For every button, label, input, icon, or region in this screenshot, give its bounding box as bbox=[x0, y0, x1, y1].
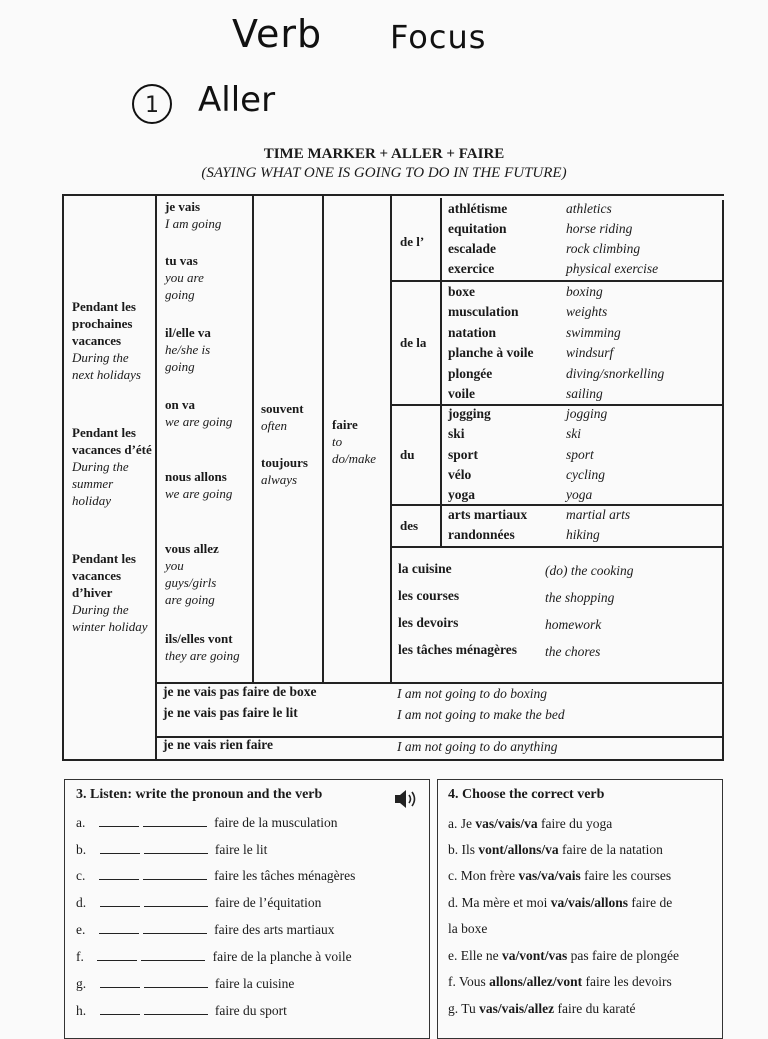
answer-blank[interactable] bbox=[143, 921, 207, 934]
exercise-4-item bbox=[448, 842, 663, 858]
answer-blank[interactable] bbox=[99, 867, 139, 880]
item-letter: c. bbox=[76, 868, 86, 883]
activity-fr: arts martiaux bbox=[448, 507, 528, 522]
pronoun-fr: vous allez bbox=[165, 541, 219, 556]
chore-fr: les courses bbox=[398, 588, 460, 603]
pronoun-en: I am going bbox=[165, 216, 222, 231]
verb-options[interactable]: va/vais/allons bbox=[550, 895, 629, 910]
pronoun-fr: il/elle va bbox=[165, 325, 211, 340]
circled-number: 1 bbox=[132, 84, 172, 124]
item-subject: Vous bbox=[459, 974, 486, 989]
handwritten-subtitle-aller: Aller bbox=[198, 80, 276, 120]
answer-blank[interactable] bbox=[144, 894, 208, 907]
table-border-bottom bbox=[62, 759, 724, 761]
verb-options[interactable]: allons/allez/vont bbox=[489, 974, 583, 989]
item-rest: faire les devoirs bbox=[585, 974, 672, 989]
item-rest: faire de bbox=[631, 895, 673, 910]
exercise-3-item bbox=[76, 975, 294, 992]
item-letter: f. bbox=[76, 949, 84, 964]
item-letter: f. bbox=[448, 974, 456, 989]
faire-entry bbox=[332, 416, 388, 467]
exercise-4-item bbox=[448, 868, 671, 884]
pronoun-en: he/she is going bbox=[165, 342, 211, 374]
chore-fr: les devoirs bbox=[398, 615, 459, 630]
col-divider-3 bbox=[322, 194, 324, 682]
answer-blank[interactable] bbox=[100, 1002, 140, 1015]
frequency-fr: souvent bbox=[261, 401, 304, 416]
activity-en: athletics bbox=[566, 201, 612, 216]
negative-en: I am not going to do boxing bbox=[397, 686, 547, 701]
pronoun-en: you are going bbox=[165, 270, 204, 302]
answer-blank[interactable] bbox=[143, 814, 207, 827]
time-marker-en: During the winter holiday bbox=[72, 602, 148, 634]
exercise-3-item bbox=[76, 894, 321, 911]
exercise-4-item-continued bbox=[448, 921, 487, 937]
activity-fr: plongée bbox=[448, 366, 493, 381]
item-rest: faire de la natation bbox=[562, 842, 663, 857]
exercise-4-item bbox=[448, 948, 679, 964]
negative-en: I am not going to do anything bbox=[397, 739, 558, 754]
negative-en: I am not going to make the bed bbox=[397, 707, 565, 722]
pronoun-fr: je vais bbox=[165, 199, 201, 214]
answer-blank[interactable] bbox=[144, 841, 208, 854]
answer-blank[interactable] bbox=[144, 975, 208, 988]
time-marker-en: During the summer holiday bbox=[72, 459, 129, 508]
row-divider-1 bbox=[390, 280, 724, 282]
table-border-left bbox=[62, 194, 64, 760]
exercise-3-item bbox=[76, 867, 355, 884]
item-letter: g. bbox=[448, 1001, 459, 1016]
answer-blank[interactable] bbox=[100, 894, 140, 907]
exercise-3-item bbox=[76, 948, 352, 965]
activity-en: horse riding bbox=[566, 221, 633, 236]
activity-en: yoga bbox=[566, 487, 593, 502]
item-text: faire les tâches ménagères bbox=[214, 868, 356, 883]
item-text: faire de l’équitation bbox=[214, 895, 322, 910]
pronoun-entry bbox=[165, 252, 235, 303]
item-subject: Ils bbox=[461, 842, 475, 857]
activity-fr: natation bbox=[448, 325, 497, 340]
pronoun-entry bbox=[165, 630, 251, 664]
time-marker-en: During the next holidays bbox=[72, 350, 141, 382]
pronoun-en: we are going bbox=[165, 414, 233, 429]
item-letter: b. bbox=[76, 842, 87, 857]
verb-options[interactable]: va/vont/vas bbox=[501, 948, 568, 963]
verb-options[interactable]: vas/va/vais bbox=[518, 868, 581, 883]
item-subject: Mon frère bbox=[460, 868, 516, 883]
exercise-3-item bbox=[76, 841, 267, 858]
answer-blank[interactable] bbox=[99, 814, 139, 827]
chore-en: (do) the cooking bbox=[545, 563, 634, 578]
pronoun-fr: on va bbox=[165, 397, 195, 412]
item-letter: e. bbox=[448, 948, 458, 963]
speaker-icon[interactable] bbox=[394, 789, 420, 809]
activity-en: diving/snorkelling bbox=[566, 366, 665, 381]
frequency-en: often bbox=[261, 418, 287, 433]
time-marker-fr: Pendant les vacances d’hiver bbox=[72, 551, 136, 600]
activity-en: hiking bbox=[566, 527, 600, 542]
time-marker-fr: Pendant les vacances d’été bbox=[72, 425, 152, 457]
activity-fr: sport bbox=[448, 447, 478, 462]
chore-en: the chores bbox=[545, 644, 601, 659]
item-rest: pas faire de plongée bbox=[570, 948, 679, 963]
item-letter: b. bbox=[448, 842, 459, 857]
faire-en: to do/make bbox=[332, 434, 377, 466]
exercise-3-title: 3. Listen: write the pronoun and the verb bbox=[76, 787, 323, 802]
activity-en: weights bbox=[566, 304, 608, 319]
frequency-entry bbox=[261, 400, 321, 434]
activity-en: cycling bbox=[566, 467, 605, 482]
item-letter: g. bbox=[76, 976, 87, 991]
negative-fr: je ne vais pas faire le lit bbox=[163, 705, 298, 720]
item-text: faire le lit bbox=[214, 842, 268, 857]
pronoun-en: they are going bbox=[165, 648, 240, 663]
item-text: faire de la planche à voile bbox=[212, 949, 352, 964]
verb-options[interactable]: vont/allons/va bbox=[478, 842, 559, 857]
col-divider-1 bbox=[155, 194, 157, 760]
negative-fr: je ne vais pas faire de boxe bbox=[163, 684, 317, 699]
activity-en: sport bbox=[566, 447, 594, 462]
verb-options[interactable]: vas/vais/allez bbox=[479, 1001, 555, 1016]
item-rest: faire les courses bbox=[584, 868, 672, 883]
activity-fr: vélo bbox=[448, 467, 472, 482]
item-subject: Tu bbox=[461, 1001, 476, 1016]
item-letter: c. bbox=[448, 868, 458, 883]
pronoun-entry bbox=[165, 324, 235, 375]
item-rest: faire du yoga bbox=[541, 816, 613, 831]
col-divider-4 bbox=[390, 194, 392, 682]
item-text: faire la cuisine bbox=[214, 976, 295, 991]
item-letter: a. bbox=[76, 815, 86, 830]
exercise-4-item bbox=[448, 1001, 636, 1017]
pronoun-entry bbox=[165, 198, 251, 232]
activity-en: swimming bbox=[566, 325, 621, 340]
table-border-top bbox=[62, 194, 724, 196]
col-divider-2 bbox=[252, 194, 254, 682]
exercise-4-item bbox=[448, 974, 672, 990]
answer-blank[interactable] bbox=[100, 841, 140, 854]
chore-fr: la cuisine bbox=[398, 561, 452, 576]
item-letter: h. bbox=[76, 1003, 87, 1018]
activity-fr: planche à voile bbox=[448, 345, 534, 360]
article-label: du bbox=[400, 447, 415, 462]
item-rest: faire du karaté bbox=[557, 1001, 636, 1016]
frequency-en: always bbox=[261, 472, 298, 487]
answer-blank[interactable] bbox=[141, 948, 205, 961]
item-text: faire de la musculation bbox=[214, 815, 338, 830]
table-border-right bbox=[722, 200, 724, 760]
row-divider-2 bbox=[390, 404, 724, 406]
activity-en: rock climbing bbox=[566, 241, 641, 256]
exercise-3-item bbox=[76, 1002, 287, 1019]
pronoun-fr: nous allons bbox=[165, 469, 227, 484]
activity-fr: exercice bbox=[448, 261, 495, 276]
time-marker bbox=[72, 424, 152, 509]
activity-fr: musculation bbox=[448, 304, 519, 319]
pronoun-entry bbox=[165, 540, 235, 608]
activity-en: boxing bbox=[566, 284, 603, 299]
col-divider-5 bbox=[440, 198, 442, 546]
chore-en: homework bbox=[545, 617, 602, 632]
time-marker bbox=[72, 550, 152, 635]
frequency-entry bbox=[261, 454, 321, 488]
activity-en: windsurf bbox=[566, 345, 614, 360]
faire-fr: faire bbox=[332, 417, 358, 432]
verb-options[interactable]: vas/vais/va bbox=[475, 816, 538, 831]
article-label: de l’ bbox=[400, 234, 425, 249]
pronoun-en: you guys/girls are going bbox=[165, 558, 217, 607]
pronoun-entry bbox=[165, 396, 235, 430]
activity-fr: boxe bbox=[448, 284, 475, 299]
activity-en: ski bbox=[566, 426, 581, 441]
item-letter: d. bbox=[76, 895, 87, 910]
item-subject: Je bbox=[460, 816, 472, 831]
activity-fr: randonnées bbox=[448, 527, 515, 542]
activity-en: sailing bbox=[566, 386, 603, 401]
item-text: faire du sport bbox=[214, 1003, 287, 1018]
pronoun-fr: ils/elles vont bbox=[165, 631, 233, 646]
row-divider-3 bbox=[390, 504, 724, 506]
pronoun-en: we are going bbox=[165, 486, 233, 501]
item-subject: Ma mère et moi bbox=[461, 895, 548, 910]
handwritten-title-focus: Focus bbox=[390, 18, 487, 56]
exercise-4-item bbox=[448, 816, 612, 832]
item-letter: d. bbox=[448, 895, 459, 910]
pronoun-entry bbox=[165, 468, 251, 502]
exercise-4-title: 4. Choose the correct verb bbox=[448, 787, 605, 802]
time-marker-fr: Pendant les prochaines vacances bbox=[72, 299, 136, 348]
answer-blank[interactable] bbox=[97, 948, 137, 961]
answer-blank[interactable] bbox=[144, 1002, 208, 1015]
table-title: TIME MARKER + ALLER + FAIRE bbox=[263, 146, 505, 162]
pronoun-fr: tu vas bbox=[165, 253, 198, 268]
activity-fr: jogging bbox=[448, 406, 491, 421]
item-letter: e. bbox=[76, 922, 86, 937]
chore-en: the shopping bbox=[545, 590, 615, 605]
answer-blank[interactable] bbox=[143, 867, 207, 880]
handwritten-title-verb: Verb bbox=[232, 12, 323, 56]
exercise-3-item bbox=[76, 814, 337, 831]
time-marker bbox=[72, 298, 152, 383]
activity-fr: yoga bbox=[448, 487, 475, 502]
activity-fr: escalade bbox=[448, 241, 496, 256]
row-divider-4 bbox=[390, 546, 724, 548]
item-text: faire des arts martiaux bbox=[214, 922, 335, 937]
exercise-4-item bbox=[448, 895, 672, 911]
negative-fr: je ne vais rien faire bbox=[163, 737, 273, 752]
article-label: des bbox=[400, 518, 419, 533]
activity-fr: equitation bbox=[448, 221, 507, 236]
activity-fr: ski bbox=[448, 426, 465, 441]
activity-en: jogging bbox=[566, 406, 608, 421]
answer-blank[interactable] bbox=[100, 975, 140, 988]
article-label: de la bbox=[400, 335, 427, 350]
answer-blank[interactable] bbox=[99, 921, 139, 934]
table-subtitle: (SAYING WHAT ONE IS GOING TO DO IN THE FUTURE) bbox=[201, 165, 567, 181]
activity-en: physical exercise bbox=[566, 261, 659, 276]
item-letter: a. bbox=[448, 816, 458, 831]
activity-fr: voile bbox=[448, 386, 475, 401]
activity-en: martial arts bbox=[566, 507, 631, 522]
chore-fr: les tâches ménagères bbox=[398, 642, 517, 657]
item-subject: la boxe bbox=[448, 921, 488, 936]
exercise-3-item bbox=[76, 921, 334, 938]
frequency-fr: toujours bbox=[261, 455, 308, 470]
item-subject: Elle ne bbox=[460, 948, 499, 963]
activity-fr: athlétisme bbox=[448, 201, 508, 216]
